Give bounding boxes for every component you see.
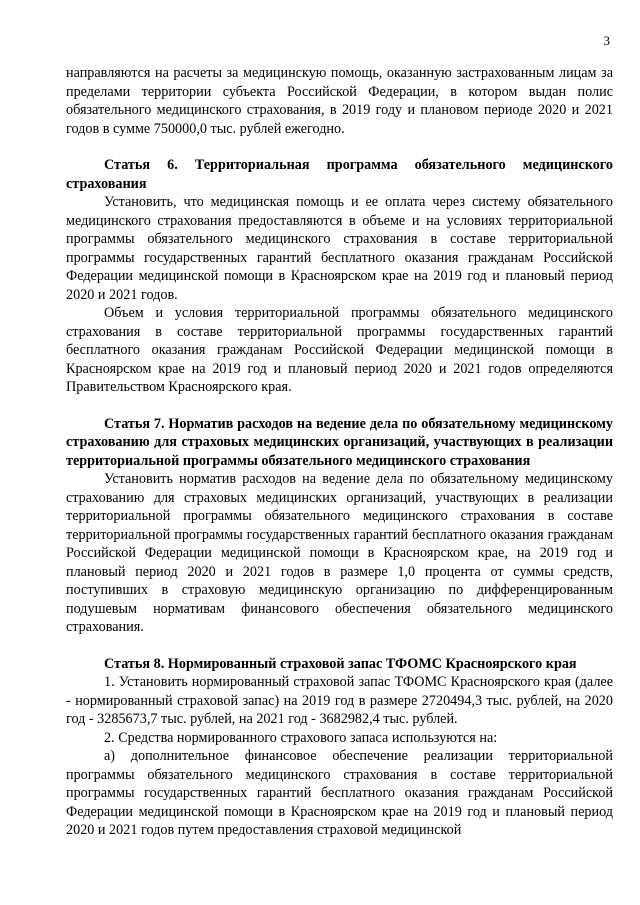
article-6-heading: Статья 6. Территориальная программа обязательного медицинского страхования [66,157,613,192]
article-8-paragraph-1: 1. Установить нормированный страховой запас ТФОМС Красноярского края (далее - нормированный страховой запас) на 2019 год в размере 2720494,3 тыс. рублей, на 2020 год - 3285673,7 тыс. рублей, на 2021 год - 3682982,4 тыс. рублей. [66,674,613,727]
page-number: 3 [603,33,610,48]
document-body [66,64,613,840]
spacer [66,397,613,415]
spacer [66,138,613,156]
spacer [66,637,613,655]
article-8-paragraph-2: 2. Средства нормированного страхового запаса используются на: [104,729,498,746]
article-7-paragraph-1: Установить норматив расходов на ведение дела по обязательному медицинскому страхованию для страховых медицинских организаций, участвующих в реализации территориальной программы обязательного медицинского страхования в составе территориальной программы государственных гарантий бесплатного оказания гражданам Российской Федерации медицинской помощи в Красноярском крае, на 2019 год и плановый период 2020 и 2021 годов в размере 1,0 процента от суммы средств, поступивших в страховую медицинскую организацию по дифференцированным подушевым нормативам финансового обеспечения обязательного медицинского страхования. [66,471,613,635]
intro-paragraph: направляются на расчеты за медицинскую помощь, оказанную застрахованным лицам за пределами территории субъекта Российской Федерации, в котором выдан полис обязательного медицинского страхования, в 2019 году и плановом периоде 2020 и 2021 годов в сумме 750000,0 тыс. рублей ежегодно. [66,65,613,137]
article-6-paragraph-2: Объем и условия территориальной программы обязательного медицинского страхования в составе территориальной программы государственных гарантий бесплатного оказания гражданам Российской Федерации медицинской помощи в Красноярском крае на 2019 год и плановый период 2020 и 2021 годов определяются Правительством Красноярского края. [66,305,613,395]
article-8-paragraph-3: а) дополнительное финансовое обеспечение реализации территориальной программы обязательного медицинского страхования в составе территориальной программы государственных гарантий бесплатного оказания гражданам Российской Федерации медицинской помощи в Красноярском крае на 2019 год и плановый период 2020 и 2021 годов путем предоставления страховой медицинской [66,748,613,838]
article-7-heading: Статья 7. Норматив расходов на ведение дела по обязательному медицинскому страхованию для страховых медицинских организаций, участвующих в реализации территориальной программы обязательного медицинского страхования [66,415,613,469]
article-6-paragraph-1: Установить, что медицинская помощь и ее оплата через систему обязательного медицинского страхования предоставляются в объеме и на условиях территориальной программы обязательного медицинского страхования в составе территориальной программы государственных гарантий бесплатного оказания гражданам Российской Федерации медицинской помощи в Красноярском крае на 2019 год и плановый период 2020 и 2021 годов. [66,194,613,303]
article-8-heading: Статья 8. Нормированный страховой запас ТФОМС Красноярского края [104,655,577,672]
